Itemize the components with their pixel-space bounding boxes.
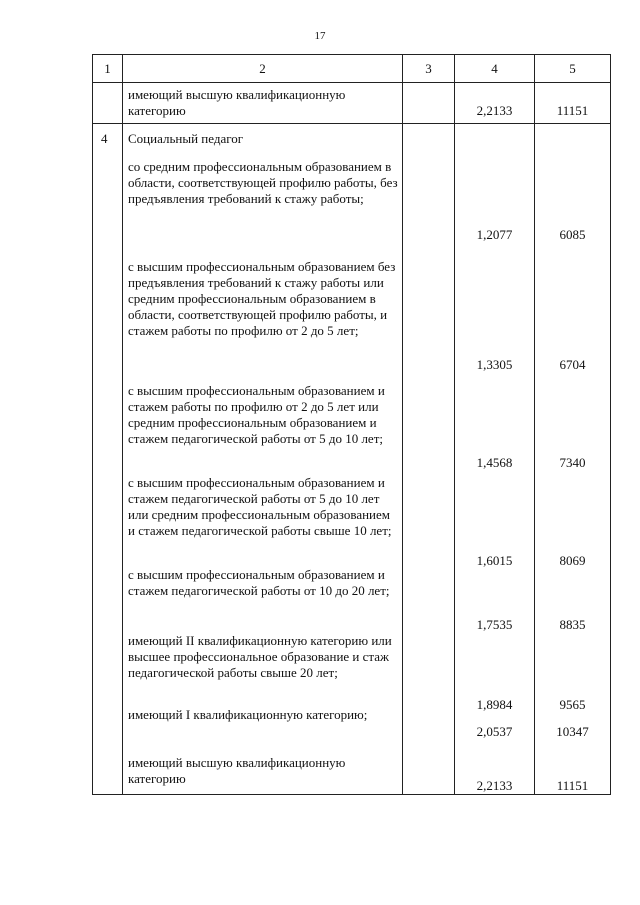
salary-value: 6085 — [559, 227, 586, 242]
salary-value: 11151 — [556, 103, 589, 118]
salary-value: 6704 — [559, 357, 586, 372]
coefficient-value: 1,6015 — [476, 553, 513, 568]
coefficient-value: 1,8984 — [476, 697, 513, 712]
list-item-text: с высшим профессиональным образованием и стажем работы по профилю от 2 до 5 лет или средним профессиональным образованием и стажем педагогической работы от 5 до 10 лет; — [128, 383, 385, 446]
salary-value: 11151 — [556, 778, 589, 793]
header-col-3: 3 — [403, 55, 455, 83]
list-item-text: с высшим профессиональным образованием без предъявления требований к стажу работы или средним профессиональным образованием в области, соответствующей профилю работы, и стажем работы по профилю от 2 до 5 лет; — [128, 259, 396, 338]
salary-cell — [535, 124, 611, 795]
coefficient-cell — [455, 124, 535, 795]
list-item-text: имеющий II квалификационную категорию или высшее профессиональное образование и стаж педагогической работы свыше 20 лет; — [128, 633, 392, 680]
list-item-text: имеющий I квалификационную категорию; — [128, 707, 368, 722]
salary-cell — [535, 83, 611, 124]
salary-value: 8835 — [559, 617, 586, 632]
empty-cell — [403, 124, 455, 795]
position-title: Социальный педагог — [128, 131, 244, 146]
page-number: 17 — [314, 30, 326, 42]
list-item-text: со средним профессиональным образованием в области, соответствующей профилю работы, без предъявления требований к стажу работы; — [128, 159, 398, 206]
header-col-5: 5 — [535, 55, 611, 83]
header-col-4: 4 — [455, 55, 535, 83]
header-col-1: 1 — [93, 55, 123, 83]
salary-value: 10347 — [556, 724, 589, 739]
list-item-text: с высшим профессиональным образованием и стажем педагогической работы от 5 до 10 лет или средним профессиональным образованием и стажем педагогической работы свыше 10 лет; — [128, 475, 392, 538]
table-header-row — [93, 55, 611, 83]
coefficient-value: 1,2077 — [476, 227, 513, 242]
salary-value: 8069 — [559, 553, 586, 568]
row-number-cell — [93, 83, 123, 124]
coefficient-value: 2,2133 — [476, 103, 513, 118]
coefficient-value: 1,7535 — [476, 617, 513, 632]
coefficient-cell — [455, 83, 535, 124]
item-text: имеющий высшую квалификационную категорию — [128, 87, 346, 118]
table-row — [93, 124, 611, 795]
table-row — [93, 83, 611, 124]
description-cell — [123, 124, 403, 795]
coefficient-value: 2,0537 — [476, 724, 513, 739]
header-col-2: 2 — [123, 55, 403, 83]
coefficient-value: 2,2133 — [476, 778, 513, 793]
coefficient-value: 1,3305 — [476, 357, 513, 372]
list-item-text: с высшим профессиональным образованием и стажем педагогической работы от 10 до 20 лет; — [128, 567, 390, 598]
coefficient-value: 1,4568 — [476, 455, 513, 470]
empty-cell — [403, 83, 455, 124]
description-cell — [123, 83, 403, 124]
salary-value: 9565 — [559, 697, 586, 712]
row-number: 4 — [93, 124, 123, 795]
salary-table — [92, 54, 611, 795]
salary-value: 7340 — [559, 455, 586, 470]
list-item-text: имеющий высшую квалификационную категорию — [128, 755, 346, 786]
